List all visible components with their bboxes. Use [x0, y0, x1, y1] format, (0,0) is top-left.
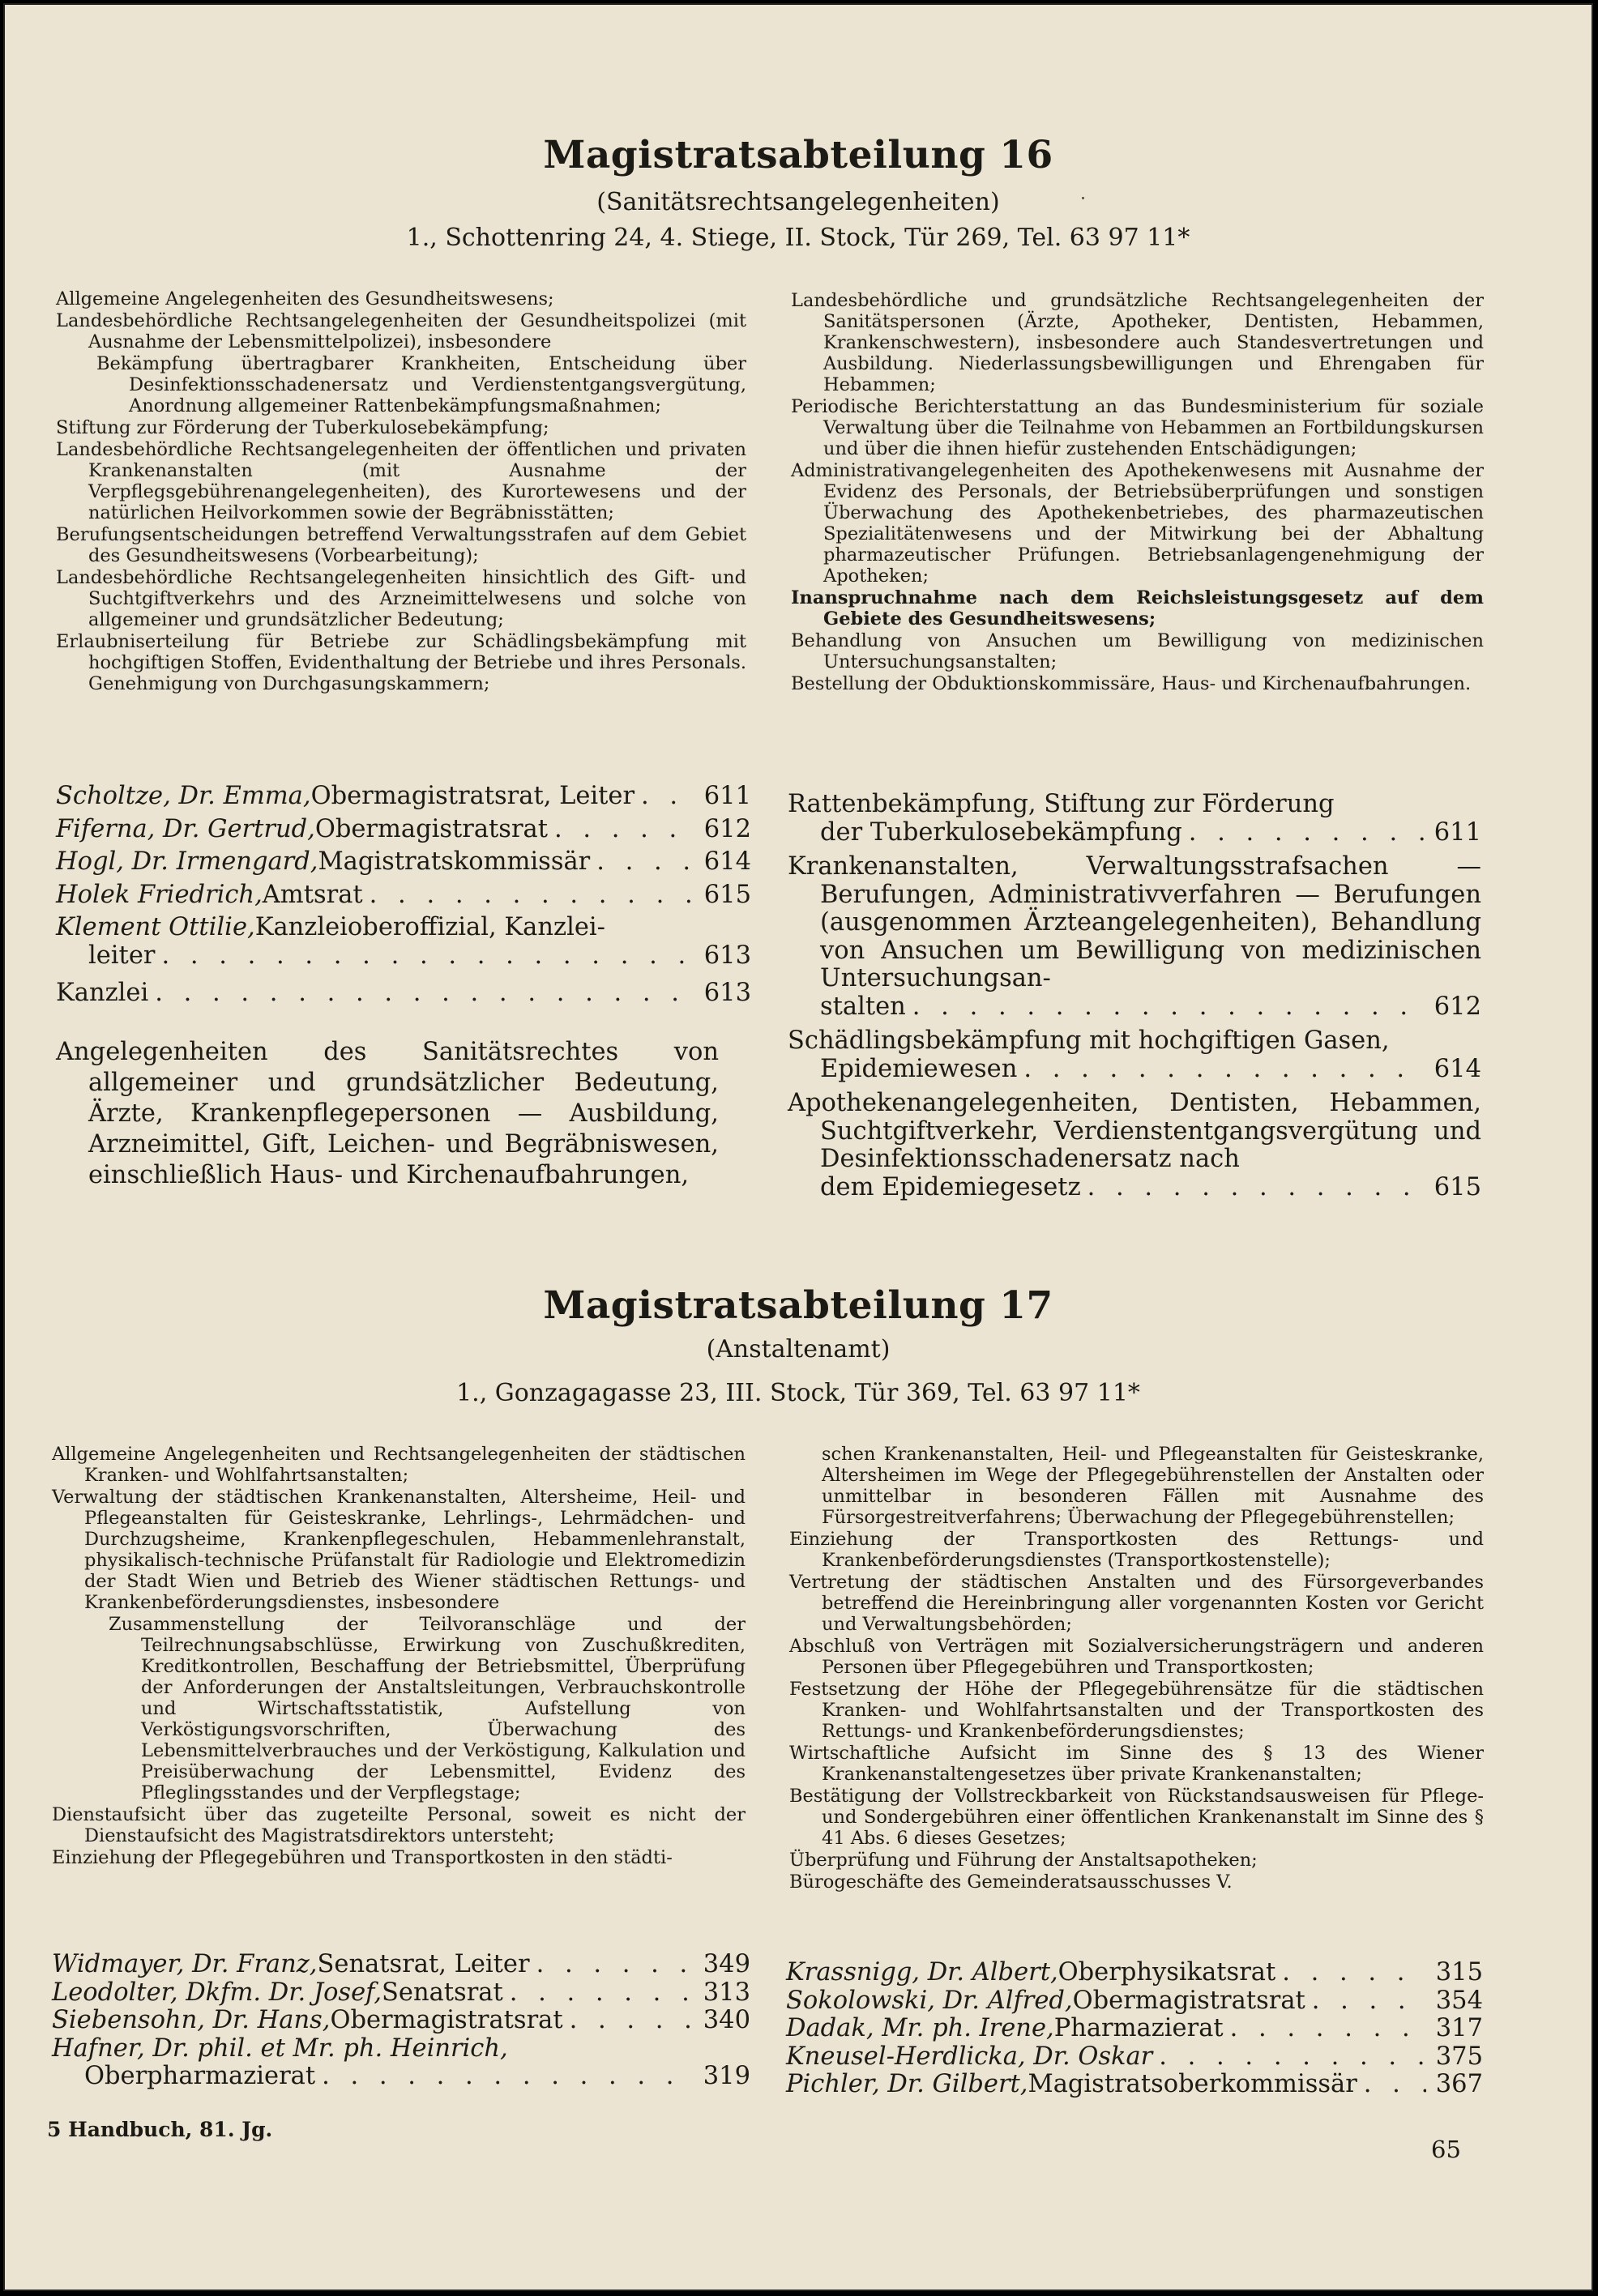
leader-dots: [1023, 1056, 1425, 1084]
staff-ext: 313: [703, 1978, 750, 2007]
staff-title: Amtsrat: [262, 880, 363, 909]
ma16-duties-left: [56, 288, 746, 695]
leader-dots: [161, 942, 694, 971]
speck: [1082, 197, 1084, 199]
footer-source: 5 Handbuch, 81. Jg.: [47, 2118, 273, 2141]
staff-title-cont: Oberpharmazierat: [84, 2062, 316, 2090]
page: [3, 3, 1593, 2291]
ma16-duties-right: [791, 290, 1484, 695]
staff-row: [786, 1959, 1483, 1987]
staff-row: [56, 848, 751, 877]
duty-item: Einziehung der Pflegegebühren und Transportkosten in den städti-: [52, 1847, 673, 1868]
staff-ext: 613: [703, 979, 751, 1007]
staff-title: Pharmazierat: [1053, 2014, 1224, 2042]
task-ext: 611: [1434, 817, 1481, 847]
staff-name: Hogl, Dr. Irmengard,: [56, 847, 318, 876]
leader-dots: [1230, 2015, 1426, 2043]
staff-row-continued: [52, 2063, 750, 2091]
task-item: [788, 1027, 1481, 1083]
task-text: Schädlingsbekämpfung mit hochgiftigen Gasen,: [788, 1026, 1390, 1055]
staff-name: Sokolowski, Dr. Alfred,: [786, 1986, 1073, 2015]
staff-title: Obermagistratsrat: [314, 814, 548, 843]
leader-dots: [1312, 1987, 1426, 2016]
staff-name: Krassnigg, Dr. Albert,: [786, 1958, 1058, 1987]
staff-name: Klement Ottilie,: [56, 913, 255, 941]
staff-row: [52, 1979, 750, 2008]
staff-title: Magistratsoberkommissär: [1028, 2070, 1357, 2098]
staff-ext: 354: [1435, 1986, 1483, 2015]
general-responsibilities: Angelegenheiten des Sanitätsrechtes von allgemeiner und grundsätzlicher Bedeutung, Ärzte, Krankenpflegepersonen — Ausbildung, Arzneimittel, Gift, Leichen- und Begräbniswesen, einschließlich Haus- und Kirchenaufbahrungen,: [56, 1037, 719, 1189]
duty-item: Überprüfung und Führung der Anstaltsapotheken;: [789, 1850, 1258, 1871]
office-label: Kanzlei: [56, 979, 149, 1007]
staff-row: [56, 979, 751, 1008]
ma17-staff-left: [52, 1951, 750, 2091]
leader-dots: [1087, 1174, 1425, 1202]
duty-item: Allgemeine Angelegenheiten des Gesundheitswesens;: [56, 288, 554, 309]
task-end: [788, 1056, 1481, 1084]
staff-row: [52, 2035, 750, 2063]
duty-item: Allgemeine Angelegenheiten und Rechtsangelegenheiten der städtischen Kranken- und Wohlfahrtsanstalten;: [52, 1444, 746, 1486]
staff-title: Oberphysikatsrat: [1058, 1958, 1276, 1987]
staff-title: Magistratskommissär: [318, 847, 591, 876]
duty-item: Bestätigung der Vollstreckbarkeit von Rückstandsausweisen für Pflege- und Sondergebühren einer öffentlichen Krankenanstalt im Sinne des § 41 Abs. 6 dieses Gesetzes;: [789, 1786, 1484, 1849]
duty-item: Landesbehördliche Rechtsangelegenheiten der öffentlichen und privaten Krankenanstalten (mit Ausnahme der Verpflegsgebührenangelegenheiten), des Kurortewesens und der natürlichen Heilvorkommen sowie der Begräbnisstätten;: [56, 439, 746, 523]
staff-name: Siebensohn, Dr. Hans,: [52, 2006, 331, 2034]
staff-row: [52, 1951, 750, 1979]
ma17-subtitle: (Anstaltenamt): [706, 1335, 891, 1364]
leader-dots: [912, 993, 1425, 1022]
staff-ext: 613: [703, 941, 751, 970]
task-text-end: der Tuberkulosebekämpfung: [820, 817, 1182, 847]
leader-dots: [1282, 1959, 1426, 1987]
duty-item: Bestellung der Obduktionskommissäre, Haus- und Kirchenaufbahrungen.: [791, 673, 1472, 694]
ma17-address: 1., Gonzagagasse 23, III. Stock, Tür 369, Tel. 63 97 11*: [456, 1379, 1140, 1407]
duty-item: Dienstaufsicht über das zugeteilte Personal, soweit es nicht der Dienstaufsicht des Magistratsdirektors untersteht;: [52, 1804, 746, 1846]
staff-title: Senatsrat: [382, 1978, 503, 2007]
staff-row: [56, 914, 751, 942]
ma17-duties-left: [52, 1444, 746, 1869]
task-item: [788, 1090, 1481, 1201]
duty-item: Wirtschaftliche Aufsicht im Sinne des § 13 des Wiener Krankenanstaltengesetzes über private Krankenanstalten;: [789, 1743, 1484, 1785]
staff-name: Holek Friedrich,: [56, 880, 263, 909]
leader-dots: [155, 979, 694, 1008]
staff-row: [56, 783, 751, 811]
staff-name: Hafner, Dr. phil. et Mr. ph. Heinrich,: [52, 2034, 508, 2063]
task-ext: 615: [1434, 1172, 1481, 1201]
duty-item: Administrativangelegenheiten des Apothekenwesens mit Ausnahme der Evidenz des Personals, der Betriebsüberprüfungen und sonstigen Überwachung des Apothekenbetriebes, des pharmazeutischen Spezialitätenwesens und der Mitwirkung bei der Abhaltung pharmazeutischer Prüfungen. Betriebsanlagengenehmigung der Apotheken;: [791, 460, 1484, 587]
staff-row: [52, 2007, 750, 2035]
task-text-end: Epidemiewesen: [820, 1054, 1018, 1083]
duty-item: Landesbehördliche Rechtsangelegenheiten hinsichtlich des Gift- und Suchtgiftverkehrs und des Arzneimittelwesens und solche von allgemeiner und grundsätzlicher Bedeutung;: [56, 567, 746, 630]
task-ext: 612: [1434, 992, 1481, 1021]
task-text: Krankenanstalten, Verwaltungsstrafsachen — Berufungen, Administrativverfahren — Berufungen (ausgenommen Ärzteangelegenheiten), Behandlung von Ansuchen um Bewilligung von medizinischen Untersuchungsan-: [788, 852, 1481, 992]
duty-item: Stiftung zur Förderung der Tuberkulosebekämpfung;: [56, 417, 549, 438]
task-end: [788, 1174, 1481, 1202]
staff-name: Pichler, Dr. Gilbert,: [786, 2070, 1028, 2098]
ma16-tasks: [788, 791, 1481, 1201]
staff-name: Kneusel-Herdlicka, Dr. Oskar: [786, 2042, 1153, 2071]
staff-name: Widmayer, Dr. Franz,: [52, 1950, 318, 1978]
duty-item: schen Krankenanstalten, Heil- und Pflegeanstalten für Geisteskranke, Altersheimen im Wege der Pflegegebührenstellen der Anstalten oder unmittelbar in besonderen Fällen mit Ausnahme des Fürsorgestreitverfahrens; Überwachung der Pflegegebührenstellen;: [822, 1444, 1484, 1528]
task-item: [788, 791, 1481, 847]
staff-ext: 349: [703, 1950, 750, 1978]
task-item: [788, 853, 1481, 1021]
duty-item: Bürogeschäfte des Gemeinderatsausschusses V.: [789, 1871, 1233, 1893]
task-text-end: dem Epidemiegesetz: [820, 1172, 1081, 1201]
duty-item: Berufungsentscheidungen betreffend Verwaltungsstrafen auf dem Gebiet des Gesundheitswesens (Vorbearbeitung);: [56, 524, 746, 566]
staff-name: Fiferna, Dr. Gertrud,: [56, 814, 315, 843]
leader-dots: [596, 848, 694, 877]
leader-dots: [641, 783, 694, 811]
ma16-title: Magistratsabteilung 16: [543, 133, 1053, 177]
ma16-subtitle: (Sanitätsrechtsangelegenheiten): [596, 188, 1000, 216]
staff-row: [786, 2071, 1483, 2099]
staff-row: [56, 881, 751, 910]
staff-row: [786, 1987, 1483, 2016]
staff-title-cont: leiter: [88, 941, 156, 970]
staff-row-continued: [56, 942, 751, 971]
staff-name: Leodolter, Dkfm. Dr. Josef,: [52, 1978, 382, 2007]
task-end: [788, 993, 1481, 1022]
staff-row: [56, 816, 751, 844]
leader-dots: [570, 2007, 694, 2035]
task-ext: 614: [1434, 1054, 1481, 1083]
ma16-staff: [56, 783, 751, 1191]
staff-ext: 367: [1435, 2070, 1483, 2098]
duty-item: Festsetzung der Höhe der Pflegegebührensätze für die städtischen Kranken- und Wohlfahrtsanstalten und der Transportkosten des Rettungs- und Krankenbeförderungsdienstes;: [789, 1679, 1484, 1742]
page-number: 65: [1431, 2136, 1461, 2163]
duty-item: Landesbehördliche und grundsätzliche Rechtsangelegenheiten der Sanitätspersonen (Ärzte, Apotheker, Dentisten, Hebammen, Krankenschwestern), insbesondere auch Standesvertretungen und Ausbildung. Niederlassungsbewilligungen und Ehrengaben für Hebammen;: [791, 290, 1484, 395]
staff-title: Obermagistratsrat: [330, 2006, 563, 2034]
duty-item: Behandlung von Ansuchen um Bewilligung von medizinischen Untersuchungsanstalten;: [791, 630, 1484, 672]
staff-ext: 317: [1435, 2014, 1483, 2042]
task-end: [788, 819, 1481, 847]
staff-name: Dadak, Mr. ph. Irene,: [786, 2014, 1054, 2042]
ma16-address: 1., Schottenring 24, 4. Stiege, II. Stock, Tür 269, Tel. 63 97 11*: [406, 224, 1190, 252]
leader-dots: [1159, 2043, 1426, 2072]
duty-item: Vertretung der städtischen Anstalten und des Fürsorgeverbandes betreffend die Hereinbringung aller vorgenannten Kosten vor Gericht und Verwaltungsbehörden;: [789, 1572, 1484, 1635]
leader-dots: [1189, 819, 1425, 847]
ma17-staff-right: [786, 1959, 1483, 2099]
leader-dots: [370, 881, 694, 910]
staff-ext: 615: [703, 880, 751, 909]
task-text: Apothekenangelegenheiten, Dentisten, Hebammen, Suchtgiftverkehr, Verdienstentgangsvergütung und Desinfektionsschadenersatz nach: [788, 1089, 1481, 1173]
ma17-title: Magistratsabteilung 17: [543, 1283, 1053, 1328]
leader-dots: [510, 1979, 694, 2008]
leader-dots: [322, 2063, 694, 2091]
leader-dots: [536, 1951, 694, 1979]
staff-ext: 375: [1435, 2042, 1483, 2071]
staff-title: Senatsrat, Leiter: [317, 1950, 530, 1978]
staff-row: [786, 2015, 1483, 2043]
duty-subitem: Zusammenstellung der Teilvoranschläge und der Teilrechnungsabschlüsse, Erwirkung von Zuschußkrediten, Kreditkontrollen, Beschaffung der Betriebsmittel, Überprüfung der Anforderungen der Anstaltsleitungen, Verbrauchskontrolle und Wirtschaftsstatistik, Aufstellung von Verköstigungsvorschriften, Überwachung des Lebensmittelverbrauches und der Verköstigung, Kalkulation und Preisüberwachung der Lebensmittel, Evidenz des Pfleglingsstandes und der Verpflegstage;: [109, 1614, 746, 1803]
duty-item: Erlaubniserteilung für Betriebe zur Schädlingsbekämpfung mit hochgiftigen Stoffen, Evidenthaltung der Betriebe und ihres Personals. Genehmigung von Durchgasungskammern;: [56, 631, 746, 694]
duty-item: Verwaltung der städtischen Krankenanstalten, Altersheime, Heil- und Pflegeanstalten für Geisteskranke, Lehrlings-, Lehrmädchen- und Durchzugsheime, Krankenpflegeschulen, Hebammenlehranstalt, physikalisch-technische Prüfanstalt für Radiologie und Elektromedizin der Stadt Wien und Betrieb des Wiener städtischen Rettungs- und Krankenbeförderungsdienstes, insbesondere: [52, 1487, 746, 1613]
leader-dots: [554, 816, 694, 844]
leader-dots: [1364, 2071, 1426, 2099]
staff-ext: 319: [703, 2062, 750, 2090]
duty-item: Landesbehördliche Rechtsangelegenheiten der Gesundheitspolizei (mit Ausnahme der Lebensmittelpolizei), insbesondere: [56, 310, 746, 352]
staff-ext: 612: [703, 814, 751, 843]
task-text-end: stalten: [820, 992, 906, 1021]
staff-title: Obermagistratsrat: [1072, 1986, 1305, 2015]
staff-title: Kanzleioberoffizial, Kanzlei-: [254, 913, 605, 941]
staff-ext: 614: [703, 847, 751, 876]
staff-ext: 340: [703, 2006, 750, 2034]
duty-item: Einziehung der Transportkosten des Rettungs- und Krankenbeförderungsdienstes (Transportkostenstelle);: [789, 1529, 1484, 1571]
duty-subitem: Bekämpfung übertragbarer Krankheiten, Entscheidung über Desinfektionsschadenersatz und Verdienstentgangsvergütung, Anordnung allgemeiner Rattenbekämpfungsmaßnahmen;: [96, 353, 746, 416]
duty-item: Periodische Berichterstattung an das Bundesministerium für soziale Verwaltung über die Teilnahme von Hebammen an Fortbildungskursen und über die ihnen hiefür zustehenden Entschädigungen;: [791, 396, 1484, 459]
ma17-duties-right: [789, 1444, 1484, 1893]
task-text: Rattenbekämpfung, Stiftung zur Förderung: [788, 790, 1335, 818]
staff-ext: 315: [1435, 1958, 1483, 1987]
staff-name: Scholtze, Dr. Emma,: [56, 782, 311, 810]
duty-item: Abschluß von Verträgen mit Sozialversicherungsträgern und anderen Personen über Pflegegebühren und Transportkosten;: [789, 1636, 1484, 1678]
staff-title: Obermagistratsrat, Leiter: [310, 782, 635, 810]
duty-item: Inanspruchnahme nach dem Reichsleistungsgesetz auf dem Gebiete des Gesundheitswesens;: [791, 587, 1484, 629]
staff-ext: 611: [703, 782, 751, 810]
staff-row: [786, 2043, 1483, 2072]
